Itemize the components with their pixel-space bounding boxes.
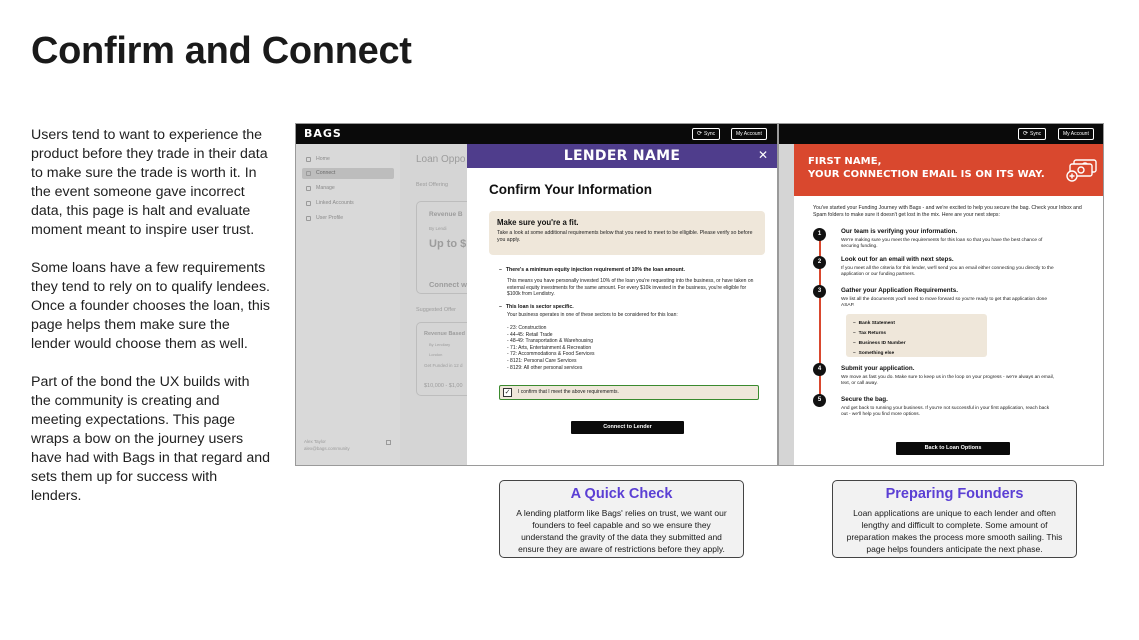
confirm-information-screen <box>295 123 778 466</box>
sync-button[interactable] <box>692 128 720 140</box>
my-account-button[interactable]: My Account <box>731 128 767 140</box>
document-label: Business ID Number <box>858 341 906 346</box>
card-lender: By Lendi <box>429 226 447 231</box>
step-2-title: Look out for an email with next steps. <box>841 256 954 263</box>
body-paragraph-1: Users tend to want to experience the product before they trade in their data to make sure the trade is worth it. In the event someone gave incorrect data, this page is halt and evaluate moment meant to inspire user trust. <box>31 127 268 238</box>
sidebar-user <box>304 438 350 452</box>
body-paragraph-2: Some loans have a few requirements they tend to rely on to qualify lendees. Once a founder chooses the loan, this page helps them make sure the lender would choose them as well. <box>31 260 270 352</box>
preparing-founders-callout <box>832 480 1077 558</box>
sidebar-item-label: Connect <box>316 170 336 176</box>
callout-title: Preparing Founders <box>885 486 1024 502</box>
dash-icon: – <box>853 331 856 336</box>
step-4-description: We move as fast you do. Make sure to keep us in the loop on your progress - we're always an email, text, or call away. <box>841 375 1055 387</box>
sidebar-item-label: Linked Accounts <box>316 200 354 206</box>
fit-text: Take a look at some additional requirements below that you need to meet to be elligible. Please verify so before you apply. <box>497 230 753 243</box>
close-icon[interactable]: ✕ <box>757 148 768 162</box>
step-5-title: Secure the bag. <box>841 396 888 403</box>
callout-title: A Quick Check <box>570 486 673 502</box>
sidebar <box>296 144 400 466</box>
bags-logo[interactable]: BAGS <box>304 127 342 140</box>
requirement-title-text: This loan is sector specific. <box>505 304 574 310</box>
body-copy <box>31 126 271 525</box>
sync-label: Sync <box>704 131 716 137</box>
sync-icon: ⟳ <box>1023 131 1029 137</box>
sidebar-item-linked-accounts[interactable] <box>302 198 394 209</box>
step-2-number: 2 <box>813 256 826 269</box>
requirement-title-text: There's a minimum equity injection requirement of 10% the loan amount. <box>505 267 685 273</box>
logout-icon[interactable] <box>386 440 391 445</box>
sidebar-edge <box>779 144 794 466</box>
card-amount: Up to $ <box>429 238 467 250</box>
document-item <box>853 319 980 329</box>
sector-item: - 72: Accommodations & Food Services <box>507 351 595 358</box>
step-4-title: Submit your application. <box>841 365 915 372</box>
my-account-button[interactable]: My Account <box>1058 128 1094 140</box>
user-name: Alex Taylor <box>304 439 326 444</box>
card-location: London <box>429 352 443 357</box>
suggested-offers-label: Suggested Offer <box>416 307 456 313</box>
step-1-number: 1 <box>813 228 826 241</box>
sidebar-item-label: Manage <box>316 185 335 191</box>
dash-icon: – <box>499 304 502 310</box>
card-range: $10,000 - $1,00 <box>424 383 463 389</box>
document-item <box>853 349 980 359</box>
step-3-title: Gather your Application Requirements. <box>841 287 958 294</box>
callout-text: A lending platform like Bags' relies on trust, we want our founders to feel capable and so we ensure they understand the gravity of the data they submitted and ensure they are aware of restrictions before they apply. <box>516 508 727 554</box>
card-connect: Connect w <box>429 280 467 289</box>
slide-title: Confirm and Connect <box>31 30 412 72</box>
confirm-information-modal <box>467 144 777 466</box>
sector-list <box>499 325 759 371</box>
card-lender: By Lendiary <box>429 342 451 347</box>
sector-item: - 48-49: Transportation & Warehousing <box>507 338 593 345</box>
step-1-title: Our team is verifying your information. <box>841 228 958 235</box>
sync-button[interactable] <box>1018 128 1046 140</box>
link-icon <box>306 201 311 206</box>
user-email: alex@bags.community <box>304 446 350 451</box>
next-steps-intro: You've started your Funding Journey with Bags - and we're excited to help you secure the bag. Check your Inbox and Spam folders to make sure it doesn't get lost in the mix. Here are your next steps: <box>813 205 1082 218</box>
manage-icon <box>306 186 311 191</box>
back-to-loan-options-button[interactable]: Back to Loan Options <box>896 442 1010 455</box>
dash-icon: – <box>853 341 856 346</box>
step-3-description: We list all the documents you'll need to move forward so you're ready to get that application done ASAP. <box>841 297 1047 309</box>
step-5-number: 5 <box>813 394 826 407</box>
sector-item: - 8121: Personal Care Services <box>507 357 577 364</box>
sidebar-item-manage[interactable] <box>302 183 394 194</box>
document-item <box>853 329 980 339</box>
step-1-description: We're making sure you meet the requirements for this loan so that you have the best chance of securing funding. <box>841 238 1043 250</box>
best-offering-label: Best Offering <box>416 182 448 188</box>
requirement-2-text: Your business operates in one of these sectors to be considered for this loan: <box>507 312 678 318</box>
top-navigation-bar <box>779 124 1103 144</box>
fit-notice <box>489 211 765 255</box>
home-icon <box>306 157 311 162</box>
lender-name-header: LENDER NAME <box>467 144 777 168</box>
confirm-label: I confirm that I meet the above requirememts. <box>518 389 619 395</box>
sync-label: Sync <box>1030 131 1042 137</box>
sector-item: - 8129: All other personal services <box>507 364 583 371</box>
banner-line-1: FIRST NAME, <box>808 156 882 167</box>
sidebar-item-user-profile[interactable] <box>302 213 394 224</box>
card-funded-time: Get Funded in 12 d <box>424 363 463 368</box>
card-title: Revenue B <box>429 211 463 218</box>
step-4-number: 4 <box>813 363 826 376</box>
step-2-description: If you meet all the criteria for this lender, we'll send you an email either connecting you directly to the application or our funding partners. <box>841 266 1054 278</box>
sector-item: - 44-45: Retail Trade <box>507 331 553 338</box>
document-label: Something else <box>858 351 895 356</box>
sidebar-item-home[interactable] <box>302 154 394 165</box>
callout-text: Loan applications are unique to each lender and often lengthy and difficult to complete. Some amount of preparation makes the process more smooth sailing. This page helps founders anticipate the next phase. <box>846 508 1063 554</box>
sidebar-item-label: User Profile <box>316 215 344 221</box>
requirement-2-title <box>499 304 574 310</box>
checkmark-icon[interactable]: ✓ <box>504 389 511 396</box>
connection-email-screen <box>778 123 1104 466</box>
modal-title: Confirm Your Information <box>489 182 652 197</box>
page-title: Loan Oppo <box>416 154 466 165</box>
dash-icon: – <box>499 267 502 273</box>
connect-icon <box>306 171 311 176</box>
dash-icon: – <box>853 351 856 356</box>
sidebar-item-label: Home <box>316 156 330 162</box>
sync-icon: ⟳ <box>697 131 703 137</box>
confirm-requirements-checkbox[interactable] <box>499 385 759 400</box>
money-icon <box>1066 158 1098 182</box>
step-5-description: And get back to running your business. If you're not successful in your first application, reach back out - we'll help you find more options. <box>841 406 1050 418</box>
dash-icon: – <box>853 321 856 326</box>
step-3-number: 3 <box>813 285 826 298</box>
requirement-1-title <box>499 267 685 273</box>
fit-title: Make sure you're a fit. <box>497 218 579 227</box>
confirmation-banner <box>794 144 1104 196</box>
quick-check-callout <box>499 480 744 558</box>
required-documents-list <box>846 314 987 357</box>
sector-item: - 23: Construction <box>507 325 547 331</box>
card-title: Revenue Based <box>424 331 465 337</box>
banner-heading <box>808 155 1045 181</box>
top-navigation-bar <box>296 124 777 144</box>
connect-to-lender-button[interactable]: Connect to Lender <box>571 421 684 434</box>
document-label: Bank Statement <box>858 321 895 326</box>
banner-line-2: YOUR CONNECTION EMAIL IS ON ITS WAY. <box>808 169 1045 180</box>
user-icon <box>306 216 311 221</box>
document-item <box>853 339 980 349</box>
sector-item: - 71: Arts, Entertainment & Recreation <box>507 344 592 351</box>
sidebar-item-connect[interactable] <box>302 168 394 179</box>
document-label: Tax Returns <box>858 331 887 336</box>
body-paragraph-3: Part of the bond the UX builds with the community is creating and meeting expectations. This page wraps a bow on the journey users have had with Bags in that regard and sets them up for success with lenders. <box>31 374 270 504</box>
requirement-1-text: This means you have personally invested 10% of the loan you're requesting into the business, or have taken on external equity investments for the same amount. For every $10k invested in the business, you're eligible for $100k from Lendistry. <box>507 278 754 298</box>
